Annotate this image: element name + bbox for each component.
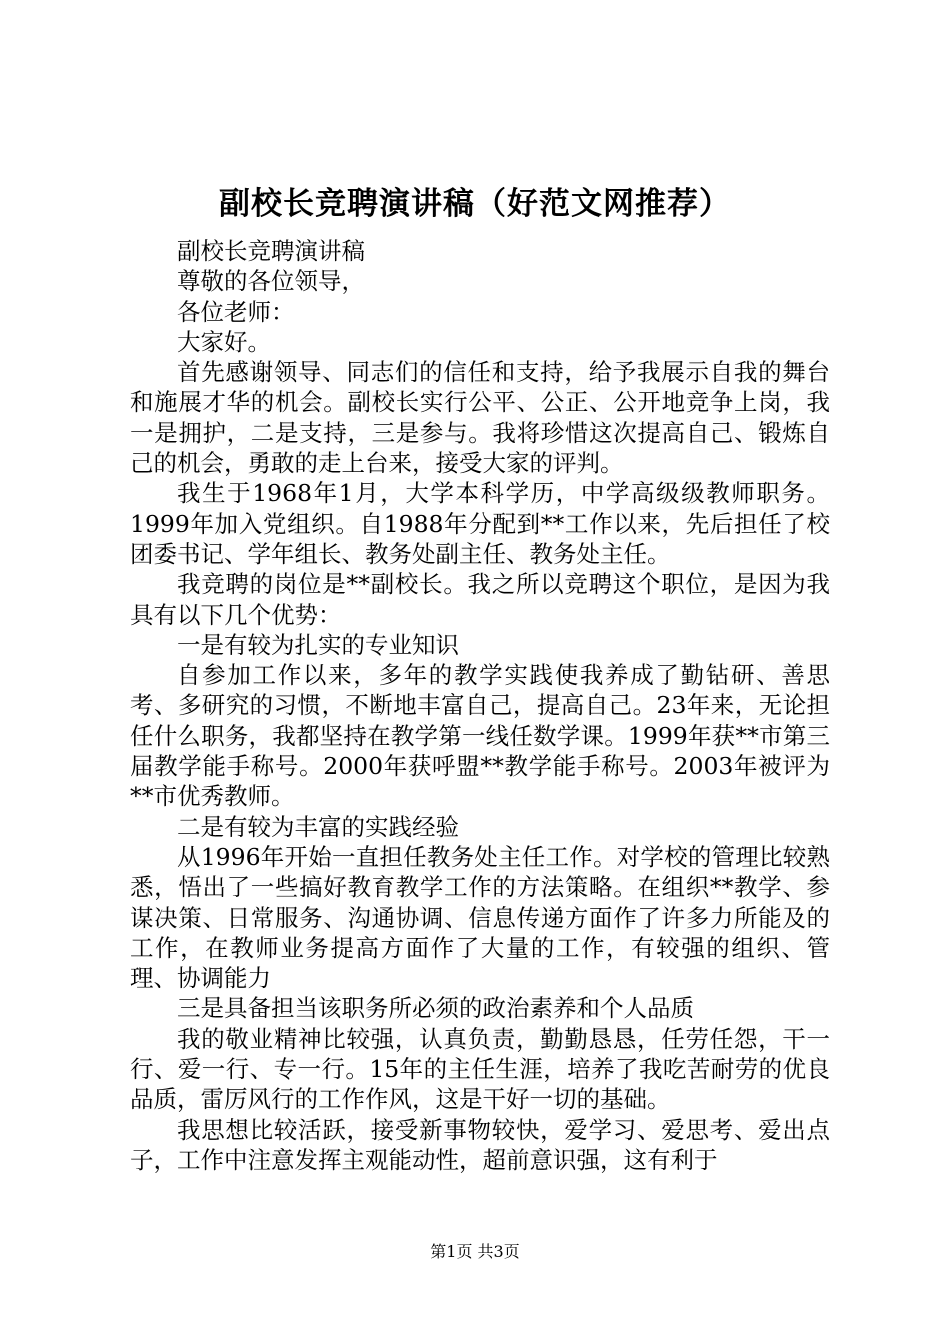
document-title: 副校长竞聘演讲稿（好范文网推荐） <box>219 186 731 222</box>
paragraph: 我生于1968年1月，大学本科学历，中学高级级教师职务。1999年加入党组织。自1988年分配到**工作以来，先后担任了校团委书记、学年组长、教务处副主任、教务处主任。 <box>130 479 830 568</box>
paragraph: 从1996年开始一直担任教务处主任工作。对学校的管理比较熟悉，悟出了一些搞好教育教学工作的方法策略。在组织**教学、参谋决策、日常服务、沟通协调、信息传递方面作了许多力所能及的工作，在教师业务提高方面作了大量的工作，有较强的组织、管理、协调能力 <box>130 842 830 993</box>
paragraph: 尊敬的各位领导， <box>177 267 365 296</box>
paragraph: 首先感谢领导、同志们的信任和支持，给予我展示自我的舞台和施展才华的机会。副校长实行公平、公正、公开地竞争上岗，我一是拥护，二是支持，三是参与。我将珍惜这次提高自己、锻炼自己的机会，勇敢的走上台来，接受大家的评判。 <box>130 358 830 478</box>
paragraph: 自参加工作以来，多年的教学实践使我养成了勤钻研、善思考、多研究的习惯，不断地丰富自己，提高自己。23年来，无论担任什么职务，我都坚持在教学第一线任数学课。1999年获**市第三届教学能手称号。2000年获呼盟**教学能手称号。2003年被评为**市优秀教师。 <box>130 661 830 811</box>
paragraph: 三是具备担当该职务所必须的政治素养和个人品质 <box>177 994 694 1023</box>
paragraph: 二是有较为丰富的实践经验 <box>177 812 459 841</box>
paragraph: 一是有较为扎实的专业知识 <box>177 630 459 659</box>
paragraph: 我思想比较活跃，接受新事物较快，爱学习、爱思考、爱出点子，工作中注意发挥主观能动性，超前意识强，这有利于 <box>130 1115 830 1174</box>
document-body <box>130 236 830 1175</box>
paragraph: 我竞聘的岗位是**副校长。我之所以竞聘这个职位，是因为我具有以下几个优势： <box>130 570 830 629</box>
paragraph: 我的敬业精神比较强，认真负责，勤勤恳恳，任劳任怨，干一行、爱一行、专一行。15年的主任生涯，培养了我吃苦耐劳的优良品质，雷厉风行的工作作风，这是干好一切的基础。 <box>130 1024 830 1114</box>
paragraph: 大家好。 <box>177 327 271 356</box>
paragraph: 副校长竞聘演讲稿 <box>177 237 365 265</box>
page-footer: 第1页 共3页 <box>430 1242 520 1261</box>
paragraph: 各位老师： <box>177 297 295 326</box>
